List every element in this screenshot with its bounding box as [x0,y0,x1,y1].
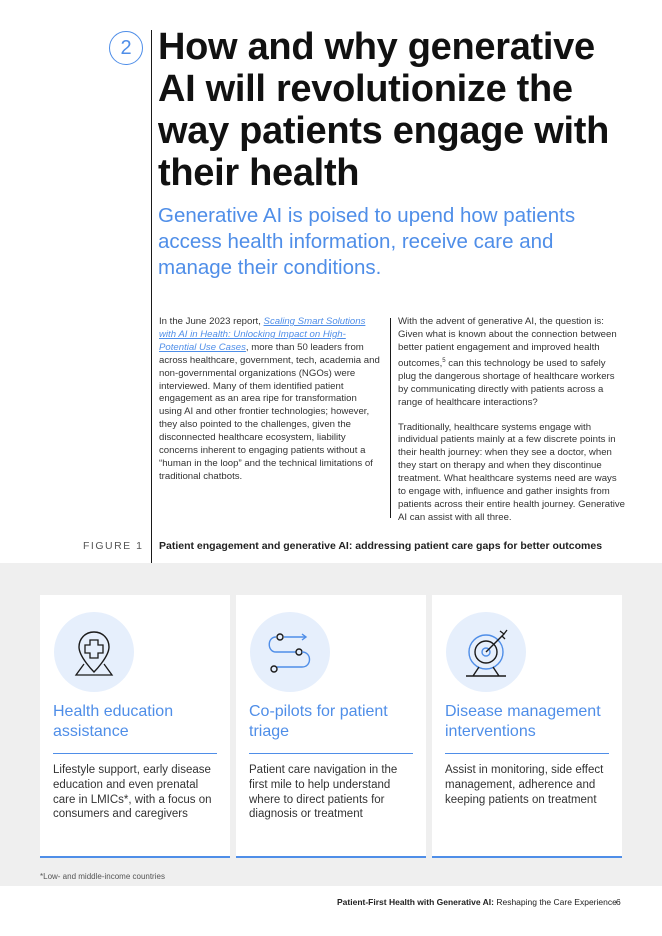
body-paragraph [398,316,626,410]
figure-caption: Patient engagement and generative AI: addressing patient care gaps for better outcomes [159,540,603,552]
vertical-rule [151,30,152,564]
card-description: Lifestyle support, early disease education and even prenatal care in LMICs*, with a focus on consumers and caregivers [53,764,212,821]
card-rule [249,753,413,754]
footnote-ref: 5 [442,357,446,364]
body-column-left [159,316,381,484]
body-paragraph [159,316,381,484]
card-rule [53,753,217,754]
card-description: Patient care navigation in the first mile to help understand where to direct patients for diagnosis or treatment [249,764,398,821]
card-title: Disease management interventions [445,703,601,740]
card-description: Assist in monitoring, side effect management, adherence and keeping patients on treatment [445,764,604,806]
location-pin-medical-cross-icon [54,612,134,692]
body-paragraph: Traditionally, healthcare systems engage with individual patients mainly at a few discrete points in their health journey: when they see a doctor, when they start on therapy and when they discontinue treatment. What healthcare systems need are ways to engage with, influence and gather insights from patients across their entire health journey. Generative AI can assist with all three. [398,421,625,523]
page-subtitle: Generative AI is poised to upend how patients access health information, receive care and manage their conditions. [158,204,576,279]
page-number: 6 [616,897,621,907]
footnote: *Low- and middle-income countries [40,872,165,881]
icon-circle [250,612,330,692]
card-health-education [40,595,230,858]
column-divider [390,318,391,518]
footer-title-rest: Reshaping the Care Experience [493,897,617,907]
body-column-right [398,316,626,525]
footer-title-bold: Patient-First Health with Generative AI: [337,897,494,907]
card-rule [445,753,609,754]
card-title: Health education assistance [53,703,174,740]
target-arrow-icon [446,612,526,692]
figure-label: FIGURE 1 [83,540,144,552]
icon-circle [446,612,526,692]
paragraph-text: can this technology be used to safely plug the dangerous shortage of healthcare workers by communicating directly with patients across a range of healthcare interactions? [398,357,615,408]
card-patient-triage [236,595,426,858]
paragraph-rest: , more than 50 leaders from across healthcare, government, tech, academia and non-governmental organizations (NGOs) were interviewed. Many of them identified patient engagement as an area ripe for transformation using AI and other frontier technologies; however, they also pointed to the challenges, given the disconnected healthcare ecosystem, liability concerns inherent to engaging patients without a “human in the loop” and the technical limitations of traditional chatbots. [159,341,380,482]
chapter-number-badge: 2 [109,31,143,65]
report-link[interactable]: Scaling Smart Solutions with AI in Health: Unlocking Impact on High-Potential Use Cases [159,316,366,353]
route-path-icon [250,612,330,692]
paragraph-text: With the advent of generative AI, the question is: Given what is known about the connection between better patient engagement and improved health outcomes, [398,316,617,369]
icon-circle [54,612,134,692]
page-footer [337,897,617,907]
page-title: How and why generative AI will revolutionize the way patients engage with their health [158,26,610,194]
card-title: Co-pilots for patient triage [249,703,388,740]
card-disease-management [432,595,622,858]
paragraph-prefix: In the June 2023 report, [159,316,264,327]
